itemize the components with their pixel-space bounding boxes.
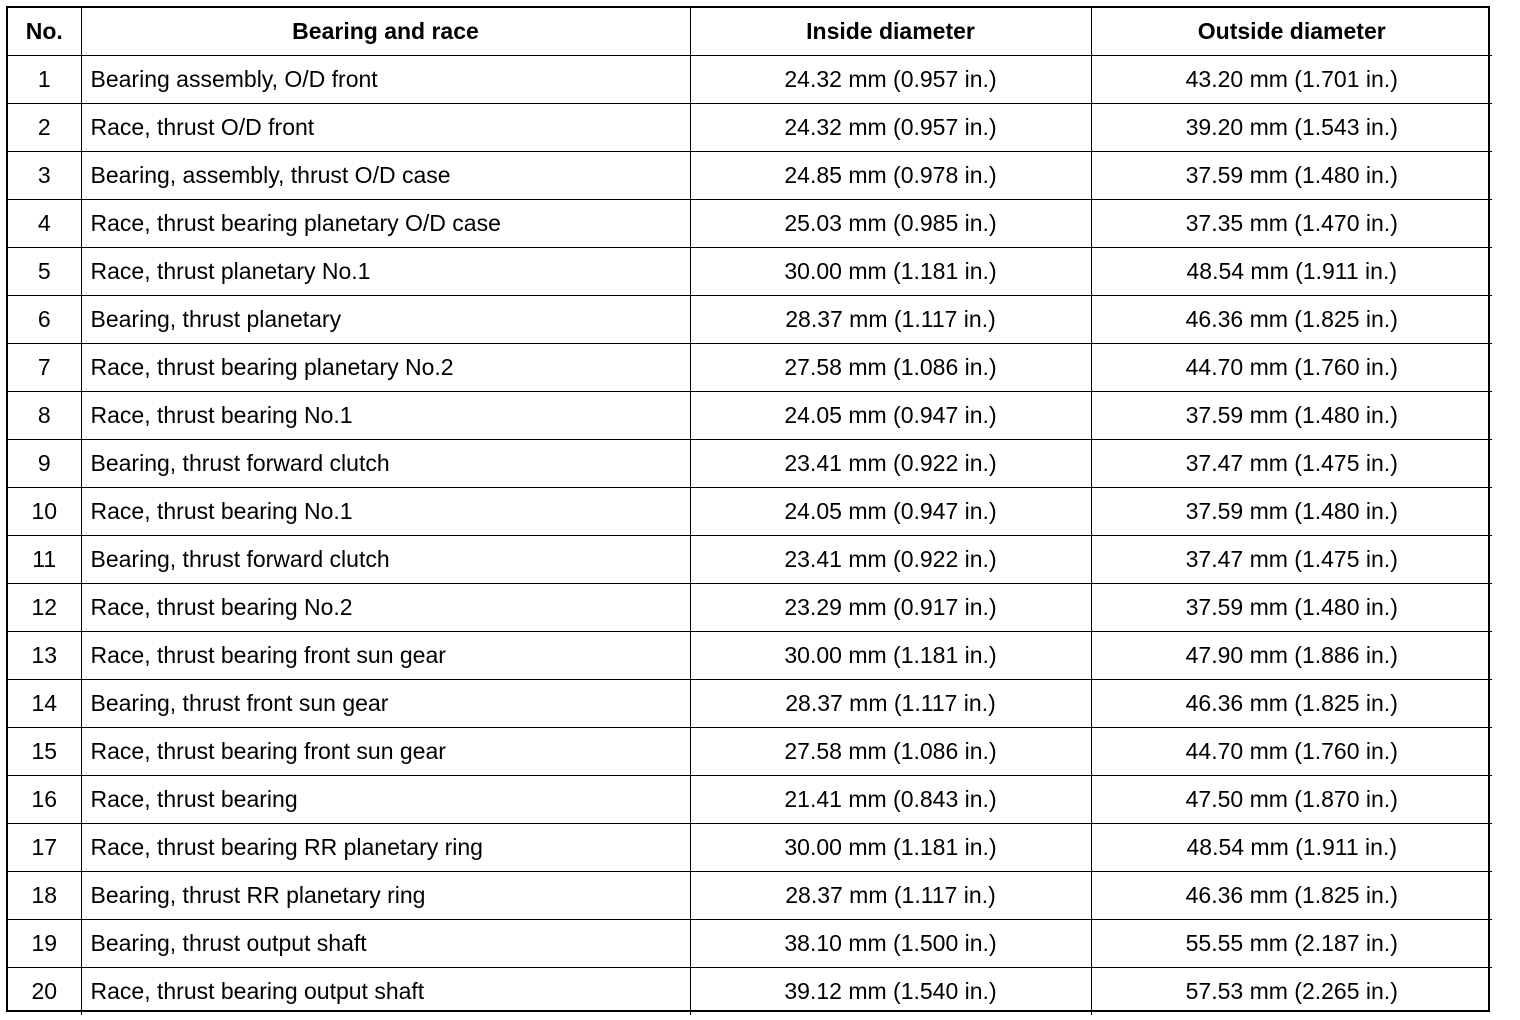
cell-bearing-and-race: Race, thrust bearing No.1 [81,488,690,536]
cell-inside-diameter: 27.58 mm (1.086 in.) [690,728,1091,776]
table-row [8,776,1492,824]
cell-outside-diameter: 37.59 mm (1.480 in.) [1091,392,1492,440]
cell-bearing-and-race: Race, thrust bearing planetary No.2 [81,344,690,392]
cell-no: 7 [8,344,81,392]
cell-bearing-and-race: Race, thrust planetary No.1 [81,248,690,296]
cell-outside-diameter: 57.53 mm (2.265 in.) [1091,968,1492,1016]
cell-bearing-and-race: Bearing assembly, O/D front [81,56,690,104]
cell-outside-diameter: 37.35 mm (1.470 in.) [1091,200,1492,248]
cell-inside-diameter: 38.10 mm (1.500 in.) [690,920,1091,968]
cell-inside-diameter: 23.41 mm (0.922 in.) [690,536,1091,584]
cell-bearing-and-race: Race, thrust bearing front sun gear [81,632,690,680]
table-header-row [8,8,1492,56]
cell-outside-diameter: 43.20 mm (1.701 in.) [1091,56,1492,104]
header-outside-diameter: Outside diameter [1091,8,1492,56]
cell-inside-diameter: 24.05 mm (0.947 in.) [690,488,1091,536]
cell-bearing-and-race: Bearing, thrust RR planetary ring [81,872,690,920]
cell-bearing-and-race: Bearing, assembly, thrust O/D case [81,152,690,200]
cell-bearing-and-race: Race, thrust bearing RR planetary ring [81,824,690,872]
cell-outside-diameter: 44.70 mm (1.760 in.) [1091,344,1492,392]
cell-no: 12 [8,584,81,632]
cell-inside-diameter: 21.41 mm (0.843 in.) [690,776,1091,824]
table-row [8,248,1492,296]
cell-no: 2 [8,104,81,152]
cell-inside-diameter: 30.00 mm (1.181 in.) [690,248,1091,296]
table-row [8,200,1492,248]
cell-bearing-and-race: Race, thrust bearing front sun gear [81,728,690,776]
cell-inside-diameter: 27.58 mm (1.086 in.) [690,344,1091,392]
cell-inside-diameter: 25.03 mm (0.985 in.) [690,200,1091,248]
cell-inside-diameter: 24.85 mm (0.978 in.) [690,152,1091,200]
cell-inside-diameter: 24.32 mm (0.957 in.) [690,104,1091,152]
cell-outside-diameter: 37.59 mm (1.480 in.) [1091,488,1492,536]
cell-no: 11 [8,536,81,584]
cell-no: 10 [8,488,81,536]
cell-inside-diameter: 23.29 mm (0.917 in.) [690,584,1091,632]
cell-no: 14 [8,680,81,728]
cell-outside-diameter: 37.59 mm (1.480 in.) [1091,152,1492,200]
cell-outside-diameter: 55.55 mm (2.187 in.) [1091,920,1492,968]
cell-no: 18 [8,872,81,920]
table-row [8,104,1492,152]
table-row [8,440,1492,488]
header-inside-diameter: Inside diameter [690,8,1091,56]
table-row [8,680,1492,728]
table-row [8,488,1492,536]
bearing-race-table [8,8,1492,1015]
cell-inside-diameter: 28.37 mm (1.117 in.) [690,872,1091,920]
cell-inside-diameter: 39.12 mm (1.540 in.) [690,968,1091,1016]
bearing-race-table-wrapper [6,6,1490,1012]
cell-outside-diameter: 37.47 mm (1.475 in.) [1091,440,1492,488]
cell-no: 1 [8,56,81,104]
table-row [8,56,1492,104]
cell-no: 16 [8,776,81,824]
cell-outside-diameter: 46.36 mm (1.825 in.) [1091,296,1492,344]
table-row [8,536,1492,584]
cell-bearing-and-race: Bearing, thrust front sun gear [81,680,690,728]
table-row [8,392,1492,440]
cell-bearing-and-race: Race, thrust bearing No.2 [81,584,690,632]
cell-no: 15 [8,728,81,776]
table-row [8,296,1492,344]
cell-outside-diameter: 46.36 mm (1.825 in.) [1091,872,1492,920]
cell-bearing-and-race: Race, thrust bearing output shaft [81,968,690,1016]
table-row [8,152,1492,200]
table-row [8,584,1492,632]
cell-no: 8 [8,392,81,440]
cell-outside-diameter: 37.59 mm (1.480 in.) [1091,584,1492,632]
cell-inside-diameter: 24.32 mm (0.957 in.) [690,56,1091,104]
cell-inside-diameter: 23.41 mm (0.922 in.) [690,440,1091,488]
cell-inside-diameter: 24.05 mm (0.947 in.) [690,392,1091,440]
cell-outside-diameter: 37.47 mm (1.475 in.) [1091,536,1492,584]
cell-no: 13 [8,632,81,680]
table-row [8,968,1492,1016]
cell-inside-diameter: 28.37 mm (1.117 in.) [690,680,1091,728]
cell-outside-diameter: 48.54 mm (1.911 in.) [1091,824,1492,872]
cell-no: 20 [8,968,81,1016]
header-no: No. [8,8,81,56]
cell-inside-diameter: 30.00 mm (1.181 in.) [690,632,1091,680]
cell-outside-diameter: 48.54 mm (1.911 in.) [1091,248,1492,296]
cell-bearing-and-race: Bearing, thrust forward clutch [81,536,690,584]
cell-inside-diameter: 30.00 mm (1.181 in.) [690,824,1091,872]
table-row [8,728,1492,776]
cell-outside-diameter: 47.90 mm (1.886 in.) [1091,632,1492,680]
table-row [8,632,1492,680]
cell-bearing-and-race: Race, thrust O/D front [81,104,690,152]
cell-bearing-and-race: Bearing, thrust forward clutch [81,440,690,488]
table-row [8,824,1492,872]
cell-outside-diameter: 46.36 mm (1.825 in.) [1091,680,1492,728]
cell-bearing-and-race: Race, thrust bearing planetary O/D case [81,200,690,248]
table-row [8,872,1492,920]
cell-bearing-and-race: Bearing, thrust planetary [81,296,690,344]
cell-inside-diameter: 28.37 mm (1.117 in.) [690,296,1091,344]
header-bearing-and-race: Bearing and race [81,8,690,56]
cell-no: 3 [8,152,81,200]
cell-outside-diameter: 44.70 mm (1.760 in.) [1091,728,1492,776]
cell-outside-diameter: 39.20 mm (1.543 in.) [1091,104,1492,152]
cell-no: 17 [8,824,81,872]
table-body [8,56,1492,1016]
cell-no: 19 [8,920,81,968]
cell-no: 6 [8,296,81,344]
cell-bearing-and-race: Race, thrust bearing No.1 [81,392,690,440]
table-row [8,344,1492,392]
table-row [8,920,1492,968]
cell-no: 9 [8,440,81,488]
cell-outside-diameter: 47.50 mm (1.870 in.) [1091,776,1492,824]
cell-no: 5 [8,248,81,296]
cell-bearing-and-race: Bearing, thrust output shaft [81,920,690,968]
cell-bearing-and-race: Race, thrust bearing [81,776,690,824]
cell-no: 4 [8,200,81,248]
